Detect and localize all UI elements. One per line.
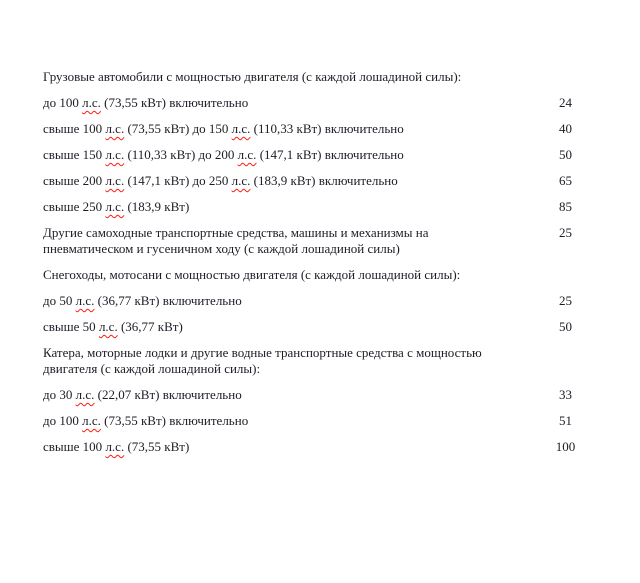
row-text <box>43 387 540 403</box>
misspelled-token: л.с. <box>105 439 125 454</box>
rate-value: 100 <box>555 439 576 454</box>
row-text-line: Грузовые автомобили с мощностью двигателя (с каждой лошадиной силы): <box>43 69 462 84</box>
row-text-line: до 50 л.с. (36,77 кВт) включительно <box>43 293 242 308</box>
misspelled-token: л.с. <box>82 413 101 428</box>
row-text <box>43 95 540 111</box>
rate-value: 50 <box>559 319 572 334</box>
row-text-line: свыше 100 л.с. (73,55 кВт) <box>43 439 190 454</box>
row-text-line: до 100 л.с. (73,55 кВт) включительно <box>43 413 249 428</box>
row-text <box>43 345 540 377</box>
misspelled-token: л.с. <box>105 199 125 214</box>
misspelled-token: л.с. <box>75 293 95 308</box>
row-text-line: свыше 50 л.с. (36,77 кВт) <box>43 319 183 334</box>
row-text <box>43 225 540 257</box>
table-group-header-row <box>43 267 640 283</box>
table-row <box>43 199 640 215</box>
row-text-line: пневматическом и гусеничном ходу (с каждой лошадиной силы) <box>43 241 400 256</box>
row-text <box>43 173 540 189</box>
table-row <box>43 439 640 455</box>
row-text-line: Катера, моторные лодки и другие водные транспортные средства с мощностью <box>43 345 482 360</box>
misspelled-token: л.с. <box>82 95 101 110</box>
row-text-line: Снегоходы, мотосани с мощностью двигателя (с каждой лошадиной силы): <box>43 267 461 282</box>
row-text-line: до 30 л.с. (22,07 кВт) включительно <box>43 387 242 402</box>
row-text <box>43 267 540 283</box>
misspelled-token: л.с. <box>105 121 125 136</box>
row-text-line: свыше 250 л.с. (183,9 кВт) <box>43 199 190 214</box>
row-text <box>43 293 540 309</box>
table-row <box>43 319 640 335</box>
row-text <box>43 69 540 85</box>
table-row <box>43 225 640 257</box>
table-row <box>43 173 640 189</box>
table-group-header-row <box>43 345 640 377</box>
row-text-line: свыше 200 л.с. (147,1 кВт) до 250 л.с. (183,9 кВт) включительно <box>43 173 398 188</box>
misspelled-token: л.с. <box>75 387 95 402</box>
rate-value: 65 <box>559 173 572 188</box>
table-row <box>43 293 640 309</box>
table-row <box>43 95 640 111</box>
row-text <box>43 147 540 163</box>
table-group-header-row <box>43 69 640 85</box>
misspelled-token: л.с. <box>237 147 257 162</box>
table-row <box>43 147 640 163</box>
rate-value: 51 <box>559 413 572 428</box>
misspelled-token: л.с. <box>231 121 251 136</box>
row-text-line: до 100 л.с. (73,55 кВт) включительно <box>43 95 249 110</box>
misspelled-token: л.с. <box>231 173 251 188</box>
row-text-line: Другие самоходные транспортные средства, машины и механизмы на <box>43 225 429 240</box>
rate-value: 24 <box>559 95 572 110</box>
misspelled-token: л.с. <box>105 147 125 162</box>
misspelled-token: л.с. <box>98 319 118 334</box>
rate-value: 25 <box>559 293 572 308</box>
row-text-line: свыше 100 л.с. (73,55 кВт) до 150 л.с. (110,33 кВт) включительно <box>43 121 404 136</box>
rate-value: 33 <box>559 387 572 402</box>
tax-rate-table <box>43 69 640 455</box>
rate-value: 25 <box>559 225 572 240</box>
table-row <box>43 121 640 137</box>
rate-value: 40 <box>559 121 572 136</box>
rate-value: 50 <box>559 147 572 162</box>
row-text <box>43 439 540 455</box>
rate-value: 85 <box>559 199 572 214</box>
row-text <box>43 121 540 137</box>
misspelled-token: л.с. <box>105 173 125 188</box>
row-text <box>43 199 540 215</box>
table-row <box>43 387 640 403</box>
table-row <box>43 413 640 429</box>
row-text <box>43 319 540 335</box>
row-text <box>43 413 540 429</box>
row-text-line: двигателя (с каждой лошадиной силы): <box>43 361 261 376</box>
row-text-line: свыше 150 л.с. (110,33 кВт) до 200 л.с. (147,1 кВт) включительно <box>43 147 404 162</box>
